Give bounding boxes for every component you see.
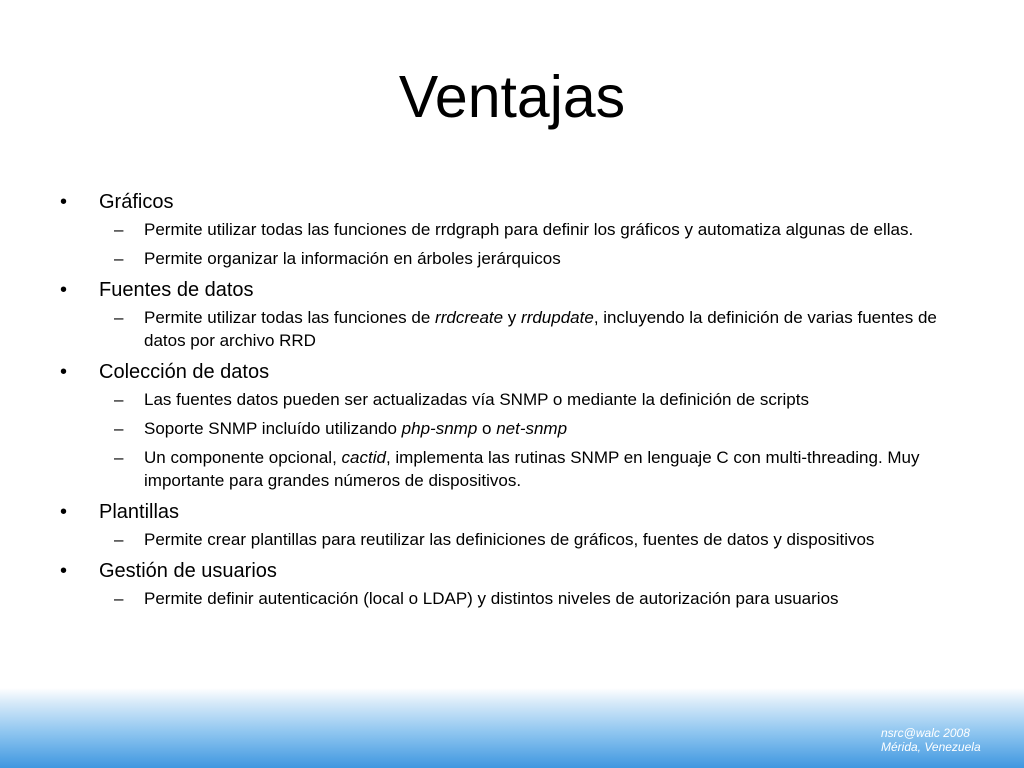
dash-icon: – (114, 249, 124, 268)
sub-item (56, 417, 976, 440)
sub-item-text (144, 589, 839, 608)
footer-line-location: Mérida, Venezuela (881, 740, 981, 754)
bullet-label: Plantillas (99, 501, 180, 523)
sub-item-text (144, 390, 809, 409)
sub-item (56, 388, 976, 411)
bullet-icon: • (60, 501, 68, 523)
slide-title: Ventajas (398, 64, 626, 130)
sub-item-text (144, 220, 913, 239)
bullet-list (56, 185, 976, 616)
bullet-icon: • (60, 279, 68, 301)
sub-list (56, 388, 976, 492)
bullet-label: Gestión de usuarios (99, 560, 277, 582)
text-run: y (503, 308, 522, 327)
sub-list (56, 218, 976, 270)
bullet-label: Colección de datos (99, 361, 270, 383)
bullet-label: Gráficos (99, 191, 174, 213)
dash-icon: – (114, 308, 124, 327)
text-run: o (477, 419, 497, 438)
italic-term: php-snmp (401, 419, 478, 438)
text-run: Permite utilizar todas las funciones de rrdgraph para definir los gráficos y automatiza algunas de ellas. (144, 220, 914, 239)
sub-list (56, 306, 976, 352)
bullet-icon: • (60, 560, 68, 582)
text-run: Permite organizar la información en árboles jerárquicos (144, 249, 561, 268)
text-run: Soporte SNMP incluído utilizando (144, 419, 402, 438)
text-run: , implementa las rutinas SNMP en lenguaje C con multi-threading. Muy importante para grandes números de dispositivos. (144, 448, 920, 490)
sub-item (56, 218, 976, 241)
bullet-label: Fuentes de datos (99, 279, 254, 301)
text-run: Permite crear plantillas para reutilizar las definiciones de gráficos, fuentes de datos y dispositivos (144, 530, 875, 549)
footer-line-event: nsrc@walc 2008 (881, 726, 970, 740)
sub-list (56, 587, 976, 610)
text-run: Permite definir autenticación (local o LDAP) y distintos niveles de autorización para usuarios (144, 589, 839, 608)
sub-item-text (144, 249, 561, 268)
text-run: Permite utilizar todas las funciones de (144, 308, 436, 327)
bullet-item (56, 358, 976, 386)
dash-icon: – (114, 220, 124, 239)
sub-item (56, 528, 976, 551)
sub-item (56, 306, 976, 352)
dash-icon: – (114, 448, 124, 467)
italic-term: rrdcreate (435, 308, 504, 327)
sub-list (56, 528, 976, 551)
sub-item-text (144, 419, 567, 438)
italic-term: net-snmp (496, 419, 568, 438)
text-run: , incluyendo la definición de varias fuentes de datos por archivo RRD (144, 308, 937, 350)
text-run: Un componente opcional, (144, 448, 342, 467)
text-run: Las fuentes datos pueden ser actualizadas vía SNMP o mediante la definición de scripts (144, 390, 809, 409)
bullet-item (56, 276, 976, 304)
bullet-icon: • (60, 191, 68, 213)
sub-item (56, 446, 976, 492)
sub-item-text (144, 308, 937, 350)
sub-item-text (144, 530, 874, 549)
footer-gradient-band (0, 688, 1024, 768)
dash-icon: – (114, 419, 124, 438)
bullet-item (56, 557, 976, 585)
bullet-item (56, 188, 976, 216)
sub-item (56, 247, 976, 270)
sub-item-text (144, 448, 920, 490)
italic-term: cactid (341, 448, 386, 467)
dash-icon: – (114, 530, 124, 549)
bullet-icon: • (60, 361, 68, 383)
dash-icon: – (114, 589, 124, 608)
italic-term: rrdupdate (521, 308, 594, 327)
sub-item (56, 587, 976, 610)
dash-icon: – (114, 390, 124, 409)
bullet-item (56, 498, 976, 526)
footer-credit (881, 726, 981, 754)
